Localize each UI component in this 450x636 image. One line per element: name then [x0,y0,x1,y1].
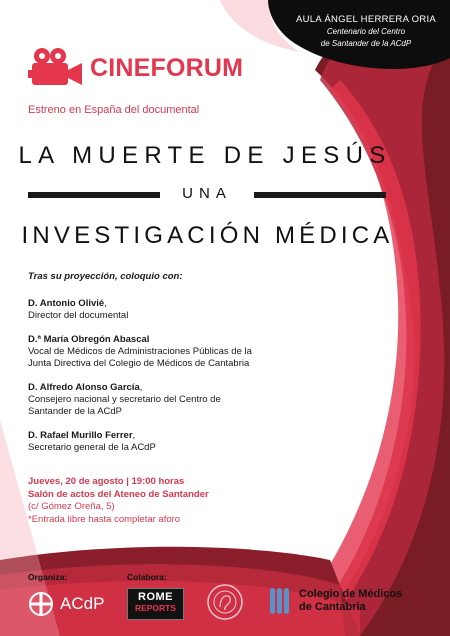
speaker-1: D. Antonio Olivié, Director del documental [28,298,298,322]
speaker-3: D. Alfredo Alonso García, Consejero nacional y secretario del Centro de Santander de la ACdP [28,382,298,418]
speaker-role: Vocal de Médicos de Administraciones Públicas de la [28,346,252,357]
title-middle: UNA [182,185,232,202]
brand-name: CINEFORUM [90,53,244,82]
acdp-text: ACdP [60,594,105,613]
speaker-name: D. Antonio Olivié [28,298,105,309]
colegio-medicos-logo [270,588,402,614]
speaker-4: D. Rafael Murillo Ferrer, Secretario general de la ACdP [28,430,298,454]
rome-text: ROME [138,591,173,603]
speaker-name: D. Rafael Murillo Ferrer [28,430,133,441]
divider-left [28,192,160,198]
reports-text: REPORTS [134,603,177,613]
colabora-label: Colabora: [127,572,167,582]
divider-right [254,192,386,198]
title-line1: LA MUERTE DE JESÚS [18,142,392,169]
acdp-logo [28,591,104,617]
speaker-role: Consejero nacional y secretario del Centro de [28,394,221,405]
title-line2: INVESTIGACIÓN MÉDICA [21,222,394,249]
organizer-header-line3: de Santander de la ACdP [320,39,412,48]
speaker-2 [28,334,298,370]
speaker-role-cont: Santander de la ACdP [28,406,123,417]
speaker-name: D.ª María Obregón Abascal [28,334,150,345]
event-venue: Salón de actos del Ateneo de Santander [28,488,209,500]
film-camera-icon [28,46,84,90]
subtitle: Estreno en España del documental [28,104,200,116]
speaker-role: Director del documental [28,310,129,321]
rome-reports-logo [127,588,184,620]
colegio-line1: Colegio de Médicos [299,588,403,600]
colegio-bars-icon [270,588,289,614]
event-address: (c/ Gómez Oreña, 5) [28,501,115,512]
ateneo-seal-icon [206,583,244,621]
acdp-cross-icon [28,591,54,617]
speaker-role: Secretario general de la ACdP [28,442,156,453]
organizer-header [286,14,446,49]
speaker-name: D. Alfredo Alonso García [28,382,140,393]
organizer-header-line2: Centenario del Centro [326,27,406,36]
colegio-text [299,588,402,614]
colegio-line2: de Cantabria [299,601,366,613]
cineforum-brand [28,46,243,90]
event-details [28,476,258,526]
organiza-label: Organiza: [28,572,68,582]
colloquium-intro: Tras su proyección, coloquio con: [28,271,183,282]
organizer-header-title: AULA ÁNGEL HERRERA ORIA [295,14,437,25]
event-note: *Entrada libre hasta completar aforo [28,513,181,525]
speaker-role-cont: Junta Directiva del Colegio de Médicos de Cantabria [28,358,250,369]
event-date: Jueves, 20 de agosto | 19:00 horas [28,476,185,487]
